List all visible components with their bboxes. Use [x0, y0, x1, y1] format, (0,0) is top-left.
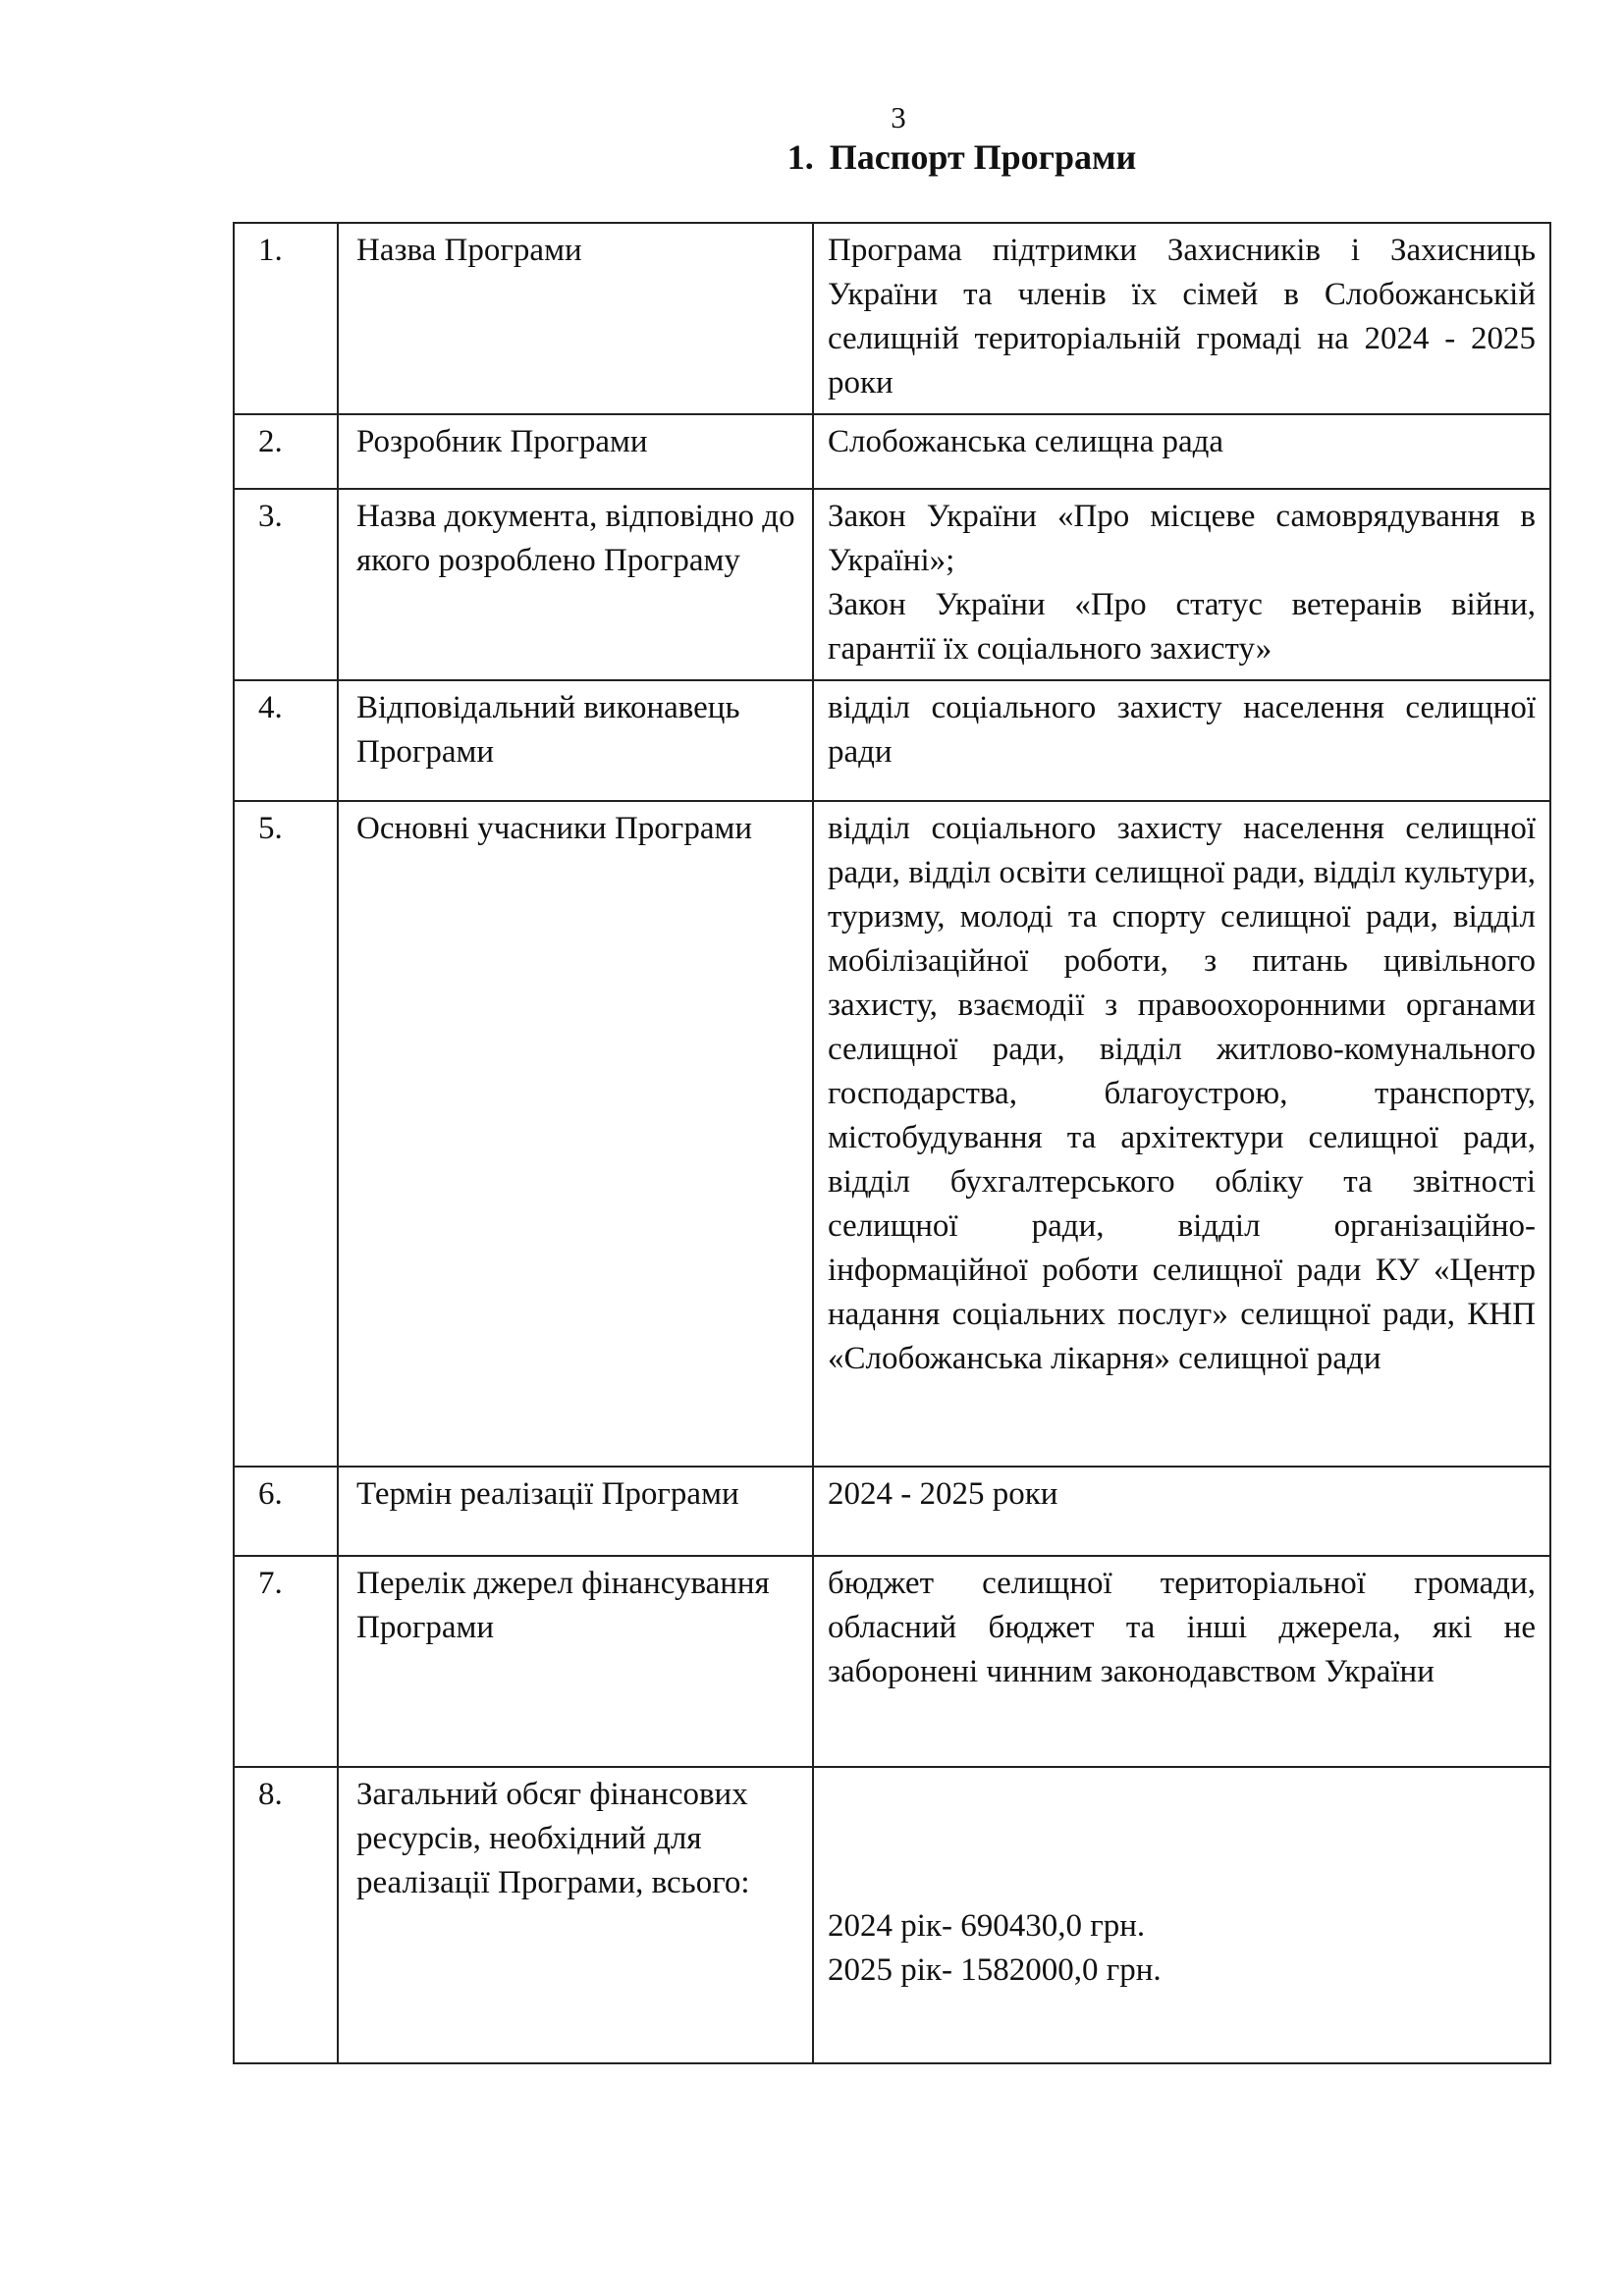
- row-value-line: Закон України «Про місцеве самоврядування в Україні»;: [828, 499, 1536, 578]
- section-title: Паспорт Програми: [829, 137, 1137, 177]
- table-row: [234, 223, 1550, 414]
- row-value-line: 2024 рік- 690430,0 грн.: [828, 1908, 1146, 1944]
- row-label: Термін реалізації Програми: [338, 1467, 813, 1556]
- row-label: Загальний обсяг фінансових ресурсів, необхідний для реалізації Програми, всього:: [338, 1767, 813, 2063]
- row-value-line: 2025 рік- 1582000,0 грн.: [828, 1952, 1162, 1988]
- passport-table: [233, 222, 1551, 2064]
- row-value: Слобожанська селищна рада: [813, 414, 1550, 489]
- row-value: [813, 1767, 1550, 2063]
- row-value: 2024 - 2025 роки: [813, 1467, 1550, 1556]
- row-label: Основні учасники Програми: [338, 801, 813, 1467]
- row-number: 6.: [234, 1467, 338, 1556]
- table-row: [234, 489, 1550, 680]
- row-number: 3.: [234, 489, 338, 680]
- row-value-line: Закон України «Про статус ветеранів війни, гарантії їх соціального захисту»: [828, 587, 1536, 667]
- finance-values: [828, 1904, 1536, 1993]
- row-label: Назва Програми: [338, 223, 813, 414]
- row-label: Перелік джерел фінансування Програми: [338, 1556, 813, 1767]
- row-number: 4.: [234, 680, 338, 801]
- page-number: 3: [891, 100, 906, 134]
- row-number: 7.: [234, 1556, 338, 1767]
- row-value: відділ соціального захисту населення селищної ради, відділ освіти селищної ради, відділ культури, туризму, молоді та спорту селищної ради, відділ мобілізаційної роботи, з питань цивільного захисту, взаємодії з правоохоронними органами селищної ради, відділ житлово-комунального господарства, благоустрою, транспорту, містобудування та архітектури селищної ради, відділ бухгалтерського обліку та звітності селищної ради, відділ організаційно-інформаційної роботи селищної ради КУ «Центр надання соціальних послуг» селищної ради, КНП «Слобожанська лікарня» селищної ради: [813, 801, 1550, 1467]
- table-row: [234, 1467, 1550, 1556]
- page-title: [0, 135, 1624, 179]
- row-value: відділ соціального захисту населення селищної ради: [813, 680, 1550, 801]
- table-row: [234, 1556, 1550, 1767]
- table-row: [234, 1767, 1550, 2063]
- row-label: Відповідальний виконавець Програми: [338, 680, 813, 801]
- row-label: Назва документа, відповідно до якого розроблено Програму: [338, 489, 813, 680]
- table-row: [234, 801, 1550, 1467]
- table-row: [234, 414, 1550, 489]
- row-number: 5.: [234, 801, 338, 1467]
- row-value: Програма підтримки Захисників і Захисниць України та членів їх сімей в Слобожанській селищній територіальній громаді на 2024 - 2025 роки: [813, 223, 1550, 414]
- row-label: Розробник Програми: [338, 414, 813, 489]
- row-number: 1.: [234, 223, 338, 414]
- row-number: 8.: [234, 1767, 338, 2063]
- row-value: бюджет селищної територіальної громади, обласний бюджет та інші джерела, які не заборонені чинним законодавством України: [813, 1556, 1550, 1767]
- row-value: [813, 489, 1550, 680]
- row-number: 2.: [234, 414, 338, 489]
- section-number: 1.: [786, 137, 814, 177]
- table-row: [234, 680, 1550, 801]
